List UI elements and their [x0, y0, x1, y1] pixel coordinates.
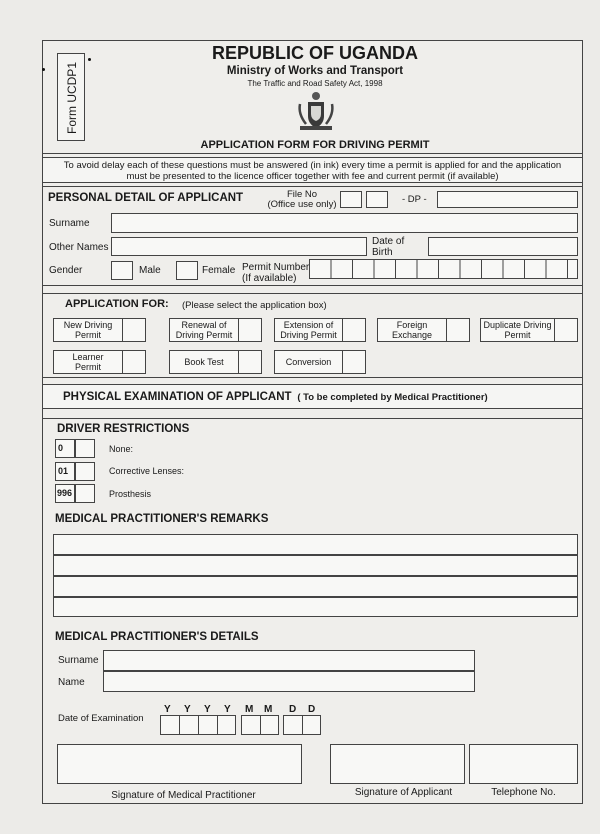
- restriction-2-code-text: 996: [57, 488, 73, 498]
- physical-heading: PHYSICAL EXAMINATION OF APPLICANT: [63, 391, 292, 403]
- exam-month-field[interactable]: [241, 715, 279, 735]
- physical-heading-row: [63, 391, 488, 403]
- option-duplicate-label-1: Duplicate Driving: [483, 320, 552, 330]
- personal-heading: PERSONAL DETAIL OF APPLICANT: [48, 192, 244, 204]
- date-exam-label: Date of Examination: [58, 713, 144, 724]
- option-extension-label-2: Driving Permit: [280, 330, 337, 340]
- option-duplicate-label-2: Permit: [504, 330, 531, 340]
- punch-dot: [42, 68, 45, 71]
- remarks-line-4[interactable]: [53, 597, 578, 617]
- dob-field[interactable]: [428, 237, 578, 256]
- option-extension-label-1: Extension of: [283, 320, 334, 330]
- surname-label: Surname: [49, 218, 90, 229]
- remarks-heading: MEDICAL PRACTITIONER'S REMARKS: [55, 513, 269, 525]
- year-letter-3: Y: [204, 704, 211, 715]
- option-new-label-2: Permit: [74, 330, 101, 340]
- option-conversion[interactable]: [274, 350, 366, 374]
- gender-label: Gender: [49, 265, 83, 276]
- restriction-1-code-text: 01: [58, 466, 69, 476]
- notice-line-2: must be presented to the licence officer together with fee and current permit (if available): [126, 171, 499, 182]
- female-label: Female: [202, 265, 236, 276]
- day-letter-2: D: [308, 704, 316, 715]
- year-letter-4: Y: [224, 704, 231, 715]
- day-letter-1: D: [289, 704, 297, 715]
- option-learner-permit[interactable]: [53, 350, 146, 374]
- option-new-driving-permit[interactable]: [53, 318, 146, 342]
- application-heading: APPLICATION FOR:: [65, 298, 169, 310]
- medical-signature-label: Signature of Medical Practitioner: [111, 790, 256, 801]
- other-names-label: Other Names: [49, 242, 109, 253]
- file-no-box-1[interactable]: [340, 191, 362, 208]
- surname-field[interactable]: [111, 213, 578, 233]
- practitioner-name-label: Name: [58, 677, 85, 688]
- option-renewal-label-2: Driving Permit: [175, 330, 233, 340]
- month-letter-1: M: [245, 704, 254, 715]
- exam-day-field[interactable]: [283, 715, 321, 735]
- form-title: APPLICATION FORM FOR DRIVING PERMIT: [200, 139, 430, 151]
- option-duplicate[interactable]: [480, 318, 578, 342]
- applicant-signature-label: Signature of Applicant: [354, 787, 453, 798]
- option-conversion-label: Conversion: [285, 357, 332, 367]
- file-no-label: File No: [286, 189, 318, 200]
- year-letter-1: Y: [164, 704, 171, 715]
- option-foreign-label-1: Foreign: [396, 320, 428, 330]
- dp-label: - DP -: [402, 194, 427, 205]
- medical-signature-field[interactable]: [57, 744, 302, 784]
- option-new-label-1: New Driving: [63, 320, 113, 330]
- option-book-test[interactable]: [169, 350, 262, 374]
- permit-no-label-1: Permit Number: [242, 262, 310, 273]
- application-note: (Please select the application box): [182, 300, 327, 311]
- option-renewal-label-1: Renewal of: [181, 320, 227, 330]
- punch-dot: [88, 58, 91, 61]
- option-learner-label-1: Learner: [72, 352, 104, 362]
- male-checkbox[interactable]: [111, 261, 133, 280]
- form-code: Form UCDP1: [65, 62, 79, 135]
- restrictions-heading: DRIVER RESTRICTIONS: [57, 423, 190, 435]
- male-label: Male: [139, 265, 161, 276]
- restriction-0-checkbox[interactable]: [75, 439, 95, 458]
- restriction-2-checkbox[interactable]: [75, 484, 95, 503]
- option-learner-label-2: Permit: [74, 362, 101, 372]
- option-book-label: Book Test: [184, 357, 224, 367]
- permit-number-field[interactable]: [309, 259, 578, 279]
- restriction-2-code: [55, 484, 75, 503]
- practitioner-name-field[interactable]: [103, 671, 475, 692]
- restriction-1-label: Corrective Lenses:: [109, 466, 185, 476]
- applicant-signature-field[interactable]: [330, 744, 465, 784]
- country-title: REPUBLIC OF UGANDA: [212, 43, 418, 63]
- details-heading: MEDICAL PRACTITIONER'S DETAILS: [55, 631, 259, 643]
- practitioner-surname-field[interactable]: [103, 650, 475, 671]
- file-no-box-2[interactable]: [366, 191, 388, 208]
- remarks-line-1[interactable]: [53, 534, 578, 555]
- restriction-2-label: Prosthesis: [109, 489, 152, 499]
- practitioner-surname-label: Surname: [58, 655, 99, 666]
- dob-label-2: Birth: [372, 247, 393, 258]
- restriction-0-code-text: 0: [58, 443, 64, 453]
- restriction-1-code: [55, 462, 75, 481]
- telephone-label: Telephone No.: [491, 787, 556, 798]
- option-extension[interactable]: [274, 318, 366, 342]
- month-letter-2: M: [264, 704, 273, 715]
- dp-number-field[interactable]: [437, 191, 578, 208]
- other-names-field[interactable]: [111, 237, 367, 256]
- female-checkbox[interactable]: [176, 261, 198, 280]
- uganda-coat-of-arms-icon: [294, 90, 338, 134]
- option-foreign-exchange[interactable]: [377, 318, 470, 342]
- option-renewal[interactable]: [169, 318, 262, 342]
- telephone-field[interactable]: [469, 744, 578, 784]
- option-foreign-label-2: Exchange: [391, 330, 433, 340]
- restriction-1-checkbox[interactable]: [75, 462, 95, 481]
- remarks-line-3[interactable]: [53, 576, 578, 597]
- restriction-0-label: None:: [109, 444, 134, 454]
- ministry-title: Ministry of Works and Transport: [226, 65, 404, 77]
- form-code-box: [57, 53, 85, 141]
- year-letter-2: Y: [184, 704, 191, 715]
- notice-line-1: To avoid delay each of these questions must be answered (in ink) every time a permit is applied for and the application: [63, 160, 562, 171]
- physical-note: ( To be completed by Medical Practitioner): [297, 392, 488, 403]
- act-title: The Traffic and Road Safety Act, 1998: [247, 79, 383, 88]
- restriction-0-code: [55, 439, 75, 458]
- permit-no-label-2: (If available): [242, 273, 297, 284]
- exam-year-field[interactable]: [160, 715, 236, 735]
- dob-label-1: Date of: [372, 236, 405, 247]
- remarks-line-2[interactable]: [53, 555, 578, 576]
- office-use-label: (Office use only): [267, 199, 337, 210]
